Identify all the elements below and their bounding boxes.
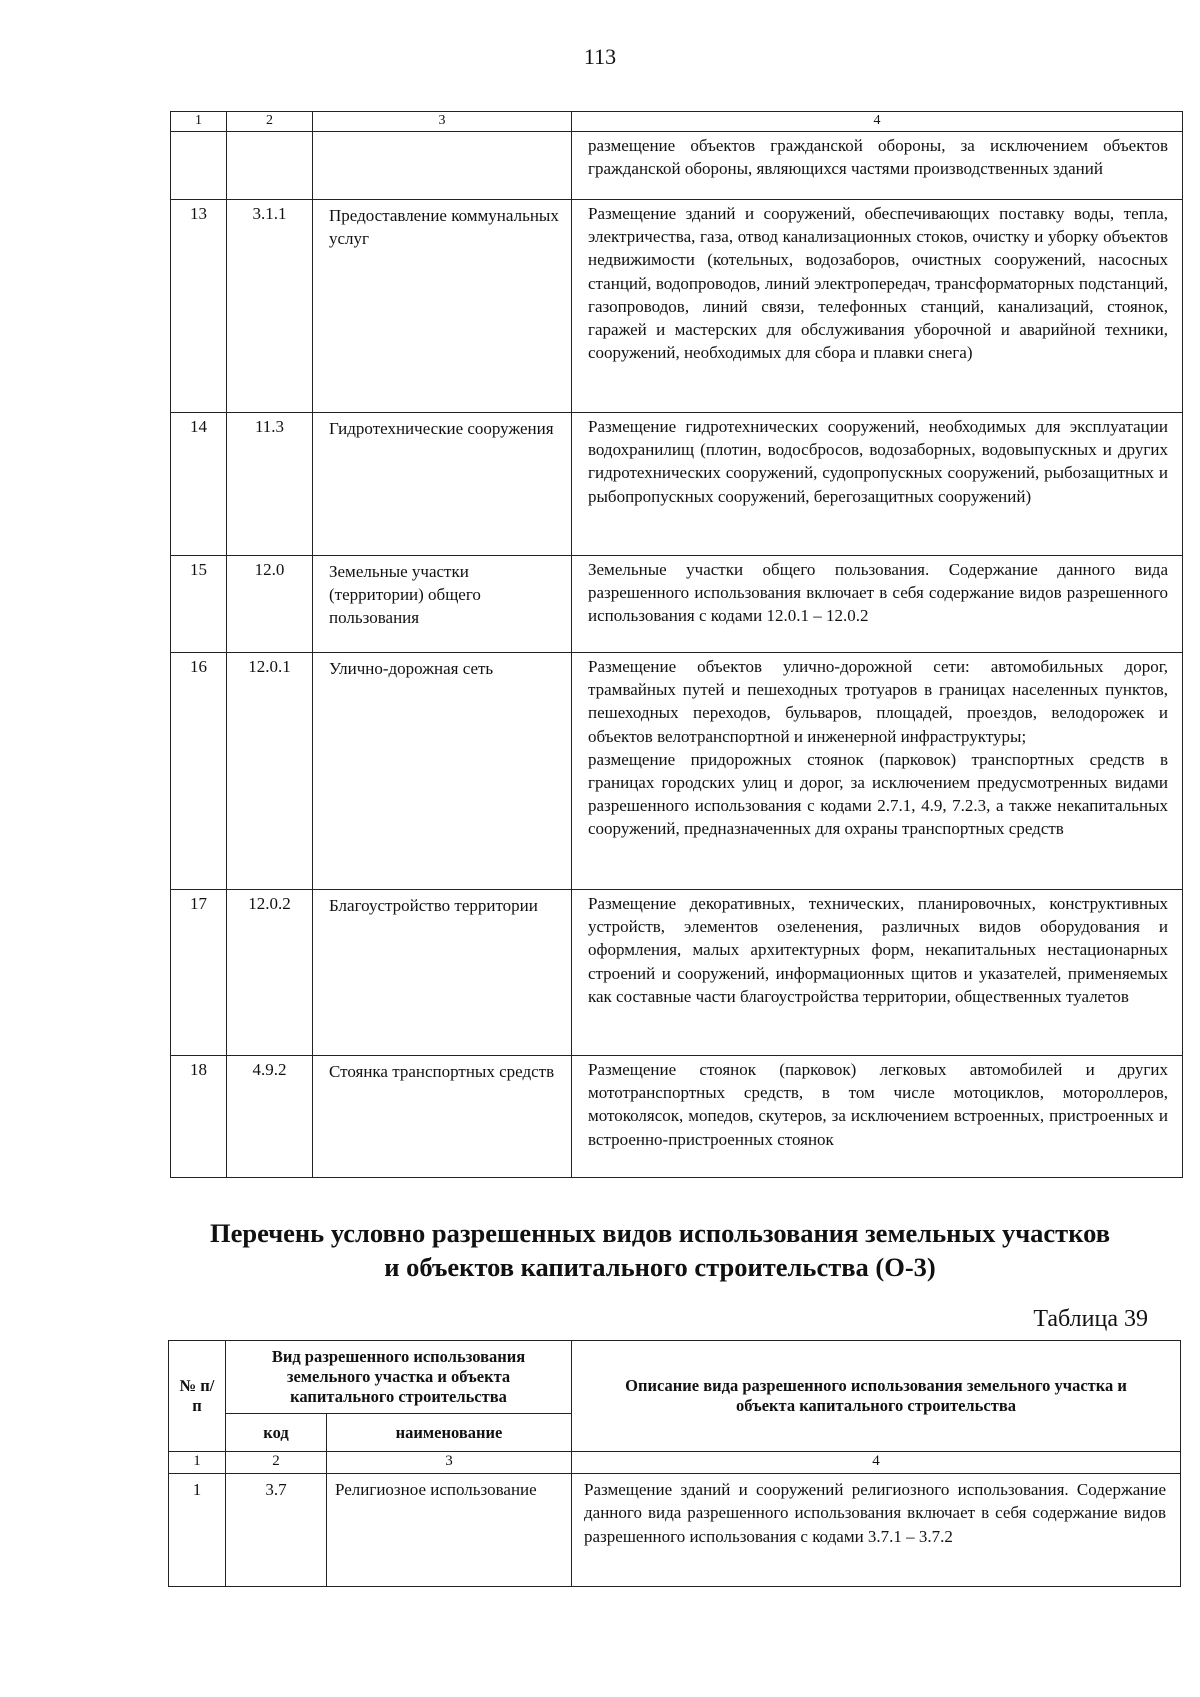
table-header-row	[169, 1341, 1181, 1414]
row-number	[171, 132, 227, 200]
column-number: 3	[327, 1452, 572, 1474]
use-code	[227, 132, 313, 200]
page-number: 113	[583, 44, 617, 69]
use-description-part: Размещение объектов улично-дорожной сети: автомобильных дорог, трамвайных путей и пешеходных тротуаров в границах населенных пунктов, пешеходных переходов, бульваров, площадей, проездов, велодорожек и объектов велотранспортной и инженерной инфраструктуры;	[588, 657, 1168, 746]
header-use-type: Вид разрешенного использования земельного участка и объекта капитального строительства	[226, 1341, 572, 1414]
row-number: 18	[171, 1056, 227, 1178]
column-number: 2	[226, 1452, 327, 1474]
row-number: 15	[171, 556, 227, 653]
table-caption: Таблица 39	[1033, 1306, 1148, 1332]
conditional-use-table	[168, 1340, 1181, 1587]
section-title-line: Перечень условно разрешенных видов использования земельных участков	[209, 1218, 1111, 1248]
row-number: 1	[169, 1474, 226, 1587]
use-description: Размещение зданий и сооружений, обеспечивающих поставку воды, тепла, электричества, газа, отвод канализационных стоков, очистку и уборку объектов недвижимости (котельных, водозаборов, очистных сооружений, насосных станций, водопроводов, линий электропередач, трансформаторных подстанций, газопроводов, линий связи, телефонных станций, канализаций, стоянок, гаражей и мастерских для обслуживания уборочной и аварийной техники, сооружений, необходимых для сбора и плавки снега)	[572, 200, 1183, 413]
table-row	[171, 200, 1183, 413]
use-description: размещение объектов гражданской обороны, за исключением объектов гражданской обороны, являющихся частями производственных зданий	[572, 132, 1183, 200]
use-name: Стоянка транспортных средств	[313, 1056, 572, 1178]
use-description	[572, 653, 1183, 890]
column-number: 1	[171, 112, 227, 132]
column-number-row	[171, 112, 1183, 132]
column-number: 1	[169, 1452, 226, 1474]
table-row	[171, 890, 1183, 1056]
table-row	[169, 1474, 1181, 1587]
use-name: Благоустройство территории	[313, 890, 572, 1056]
column-number: 2	[227, 112, 313, 132]
header-description: Описание вида разрешенного использования земельного участка и объекта капитального строительства	[572, 1341, 1181, 1452]
use-description: Размещение декоративных, технических, планировочных, конструктивных устройств, элементов озеленения, различных видов оборудования и оформления, малых архитектурных форм, некапитальных нестационарных строений и сооружений, информационных щитов и указателей, применяемых как составные части благоустройства территории, общественных туалетов	[572, 890, 1183, 1056]
use-name: Гидротехнические сооружения	[313, 413, 572, 556]
column-number: 3	[313, 112, 572, 132]
use-name: Предоставление коммунальных услуг	[313, 200, 572, 413]
use-code: 3.1.1	[227, 200, 313, 413]
use-code: 4.9.2	[227, 1056, 313, 1178]
section-title-line: и объектов капитального строительства (О-3)	[384, 1252, 936, 1282]
use-description-part: размещение придорожных стоянок (парковок) транспортных средств в границах городских улиц и дорог, за исключением предусмотренных видами разрешенного использования с кодами 2.7.1, 4.9, 7.2.3, а также некапитальных сооружений, предназначенных для охраны транспортных средств	[588, 749, 1168, 839]
land-use-table-continued	[170, 111, 1183, 1178]
use-name: Улично-дорожная сеть	[313, 653, 572, 890]
table-row	[171, 132, 1183, 200]
use-description: Земельные участки общего пользования. Содержание данного вида разрешенного использования включает в себя содержание видов разрешенного использования с кодами 12.0.1 – 12.0.2	[572, 556, 1183, 653]
table-row	[171, 413, 1183, 556]
use-code: 12.0.1	[227, 653, 313, 890]
header-name: наименование	[327, 1414, 572, 1452]
use-name: Религиозное использование	[327, 1474, 572, 1587]
use-description: Размещение гидротехнических сооружений, необходимых для эксплуатации водохранилищ (плотин, водосбросов, водозаборных, водовыпускных и других гидротехнических сооружений, судопропускных сооружений, рыбозащитных и рыбопропускных сооружений, берегозащитных сооружений)	[572, 413, 1183, 556]
row-number: 13	[171, 200, 227, 413]
row-number: 14	[171, 413, 227, 556]
use-name	[313, 132, 572, 200]
header-code: код	[226, 1414, 327, 1452]
use-code: 3.7	[226, 1474, 327, 1587]
row-number: 17	[171, 890, 227, 1056]
header-number: № п/п	[169, 1341, 226, 1452]
column-number: 4	[572, 112, 1183, 132]
section-title	[160, 1216, 1160, 1284]
use-description: Размещение стоянок (парковок) легковых автомобилей и других мототранспортных средств, в том числе мотоциклов, мотороллеров, мотоколясок, мопедов, скутеров, за исключением встроенных, пристроенных и встроенно-пристроенных стоянок	[572, 1056, 1183, 1178]
row-number: 16	[171, 653, 227, 890]
table-row	[171, 556, 1183, 653]
use-code: 12.0	[227, 556, 313, 653]
column-number-row	[169, 1452, 1181, 1474]
use-code: 11.3	[227, 413, 313, 556]
use-name: Земельные участки (территории) общего пользования	[313, 556, 572, 653]
table-row	[171, 653, 1183, 890]
use-description: Размещение зданий и сооружений религиозного использования. Содержание данного вида разрешенного использования включает в себя содержание видов разрешенного использования с кодами 3.7.1 – 3.7.2	[572, 1474, 1181, 1587]
use-code: 12.0.2	[227, 890, 313, 1056]
table-row	[171, 1056, 1183, 1178]
column-number: 4	[572, 1452, 1181, 1474]
